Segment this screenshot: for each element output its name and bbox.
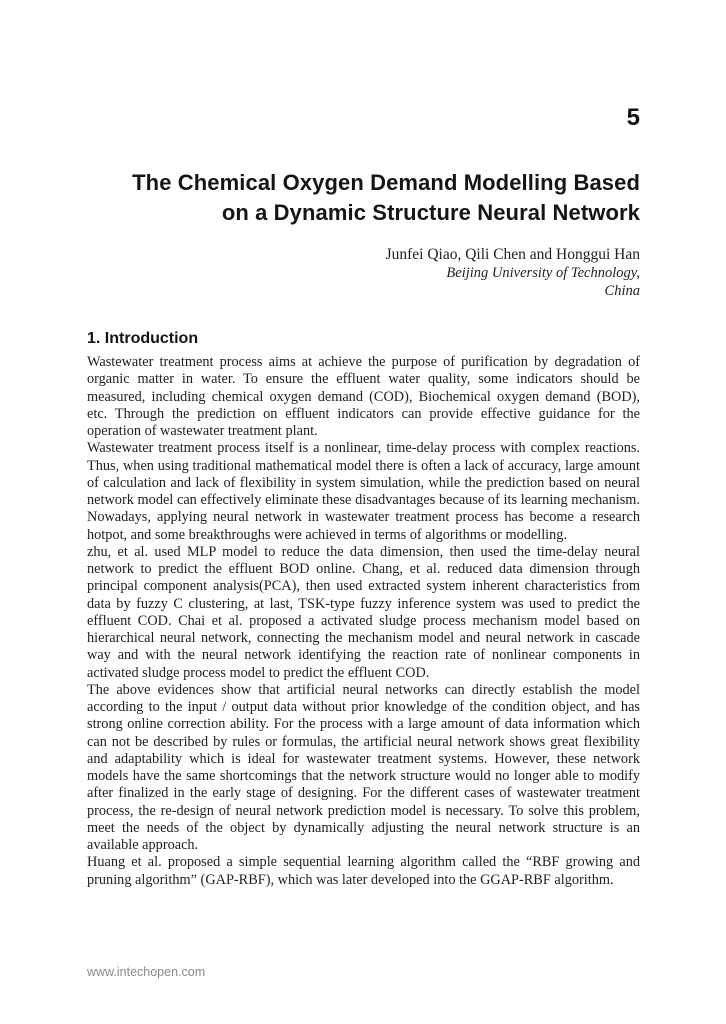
chapter-title-line-2: on a Dynamic Structure Neural Network [221,200,640,225]
authors-line: Junfei Qiao, Qili Chen and Honggui Han [385,246,640,263]
paragraph-2: Wastewater treatment process itself is a nonlinear, time-delay process with complex reactions. Thus, when using traditional mathematical model there is often a lack of accuracy, large amount of calculation and lack of flexibility in system simulation, while the prediction based on neural network model can effectively eliminate these disadvantages because of its learning mechanism. Nowadays, applying neural network in wastewater treatment process has become a research hotpot, and some breakthroughs were achieved in terms of algorithms or modelling. [87,440,640,543]
affiliation [87,265,640,300]
page-number: 5 [626,104,640,131]
chapter-title [87,168,640,228]
page-footer [87,965,640,979]
paragraph-5: Huang et al. proposed a simple sequential learning algorithm called the “RBF growing and pruning algorithm” (GAP-RBF), which was later developed into the GGAP-RBF algorithm. [87,854,640,888]
paragraph-3: zhu, et al. used MLP model to reduce the data dimension, then used the time-delay neural network to predict the effluent BOD online. Chang, et al. reduced data dimension through principal component analysis(PCA), then used extracted system inherent characteristics from data by fuzzy C clustering, at last, TSK-type fuzzy inference system was used to predict the effluent COD. Chai et al. proposed a activated sludge process mechanism model based on hierarchical neural network, connecting the mechanism model and neural network in cascade way and with the neural network identifying the reaction rate of nonlinear components in activated sludge process model to predict the effluent COD. [87,543,640,681]
paragraph-1: Wastewater treatment process aims at achieve the purpose of purification by degradation of organic matter in water. To ensure the effluent water quality, some indicators should be measured, including chemical oxygen demand (COD), Biochemical oxygen demand (BOD), etc. Through the prediction on effluent indicators can provide effective guidance for the operation of wastewater treatment plant. [87,354,640,439]
paragraph-4: The above evidences show that artificial neural networks can directly establish the model according to the input / output data without prior knowledge of the condition object, and has strong online correction ability. For the process with a large amount of data information which can not be described by rules or formulas, the artificial neural network shows great flexibility and adaptability which is ideal for wastewater treatment systems. However, these network models have the same shortcomings that the network structure would no longer able to modify after finalized in the early stage of designing. For the different cases of wastewater treatment process, the re-design of neural network prediction model is necessary. To solve this problem, meet the needs of the object by dynamically adjusting the neural network structure is an available approach. [87,681,640,853]
footer-url-link[interactable]: www.intechopen.com [87,965,206,979]
body-text [87,354,640,889]
chapter-title-line-1: The Chemical Oxygen Demand Modelling Based [132,170,640,195]
affiliation-institution: Beijing University of Technology, [446,265,640,281]
section-heading-introduction: 1. Introduction [87,330,199,347]
affiliation-country: China [604,282,640,299]
